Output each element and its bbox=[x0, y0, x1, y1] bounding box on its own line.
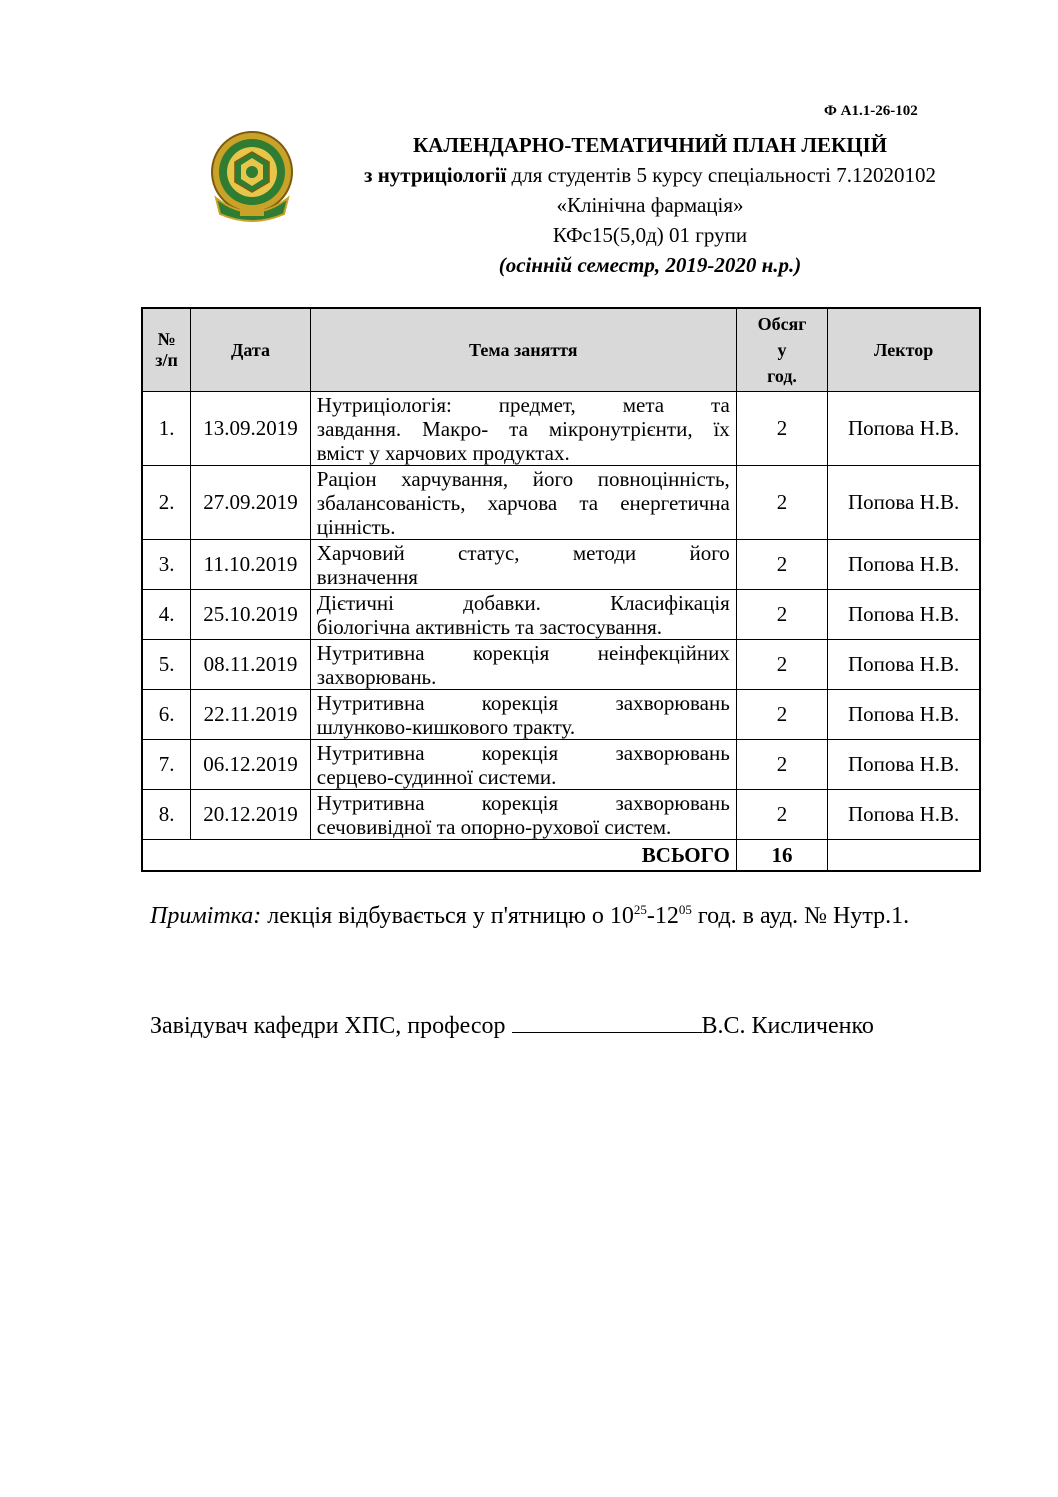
signature-position: Завідувач кафедри ХПС, професор bbox=[150, 1013, 512, 1039]
table-row bbox=[142, 466, 980, 540]
row-date: 25.10.2019 bbox=[191, 590, 311, 640]
row-lector: Попова Н.В. bbox=[828, 640, 980, 690]
form-code: Ф А1.1-26-102 bbox=[824, 103, 918, 119]
table-total-row bbox=[142, 840, 980, 872]
note-text-2: -12 bbox=[646, 903, 679, 929]
topic-line: Раціон харчування, його повноцінність, bbox=[316, 466, 730, 491]
row-num: 6. bbox=[142, 690, 191, 740]
row-lector: Попова Н.В. bbox=[828, 466, 980, 540]
topic-line: захворювань. bbox=[316, 664, 437, 689]
topic-line: Нутритивна корекція захворювань bbox=[316, 740, 730, 765]
semester-line: (осінній семестр, 2019-2020 н.р.) bbox=[498, 253, 802, 277]
row-num: 5. bbox=[142, 640, 191, 690]
row-date: 20.12.2019 bbox=[191, 790, 311, 840]
total-hours: 16 bbox=[736, 840, 827, 872]
row-hours: 2 bbox=[736, 392, 827, 466]
row-topic bbox=[310, 392, 736, 466]
row-lector: Попова Н.В. bbox=[828, 740, 980, 790]
subject-line bbox=[330, 160, 970, 190]
row-num: 1. bbox=[142, 392, 191, 466]
row-lector: Попова Н.В. bbox=[828, 790, 980, 840]
signature-block bbox=[150, 1010, 874, 1040]
row-topic bbox=[310, 590, 736, 640]
topic-line: Дієтичні добавки. Класифікація bbox=[316, 590, 730, 615]
row-hours: 2 bbox=[736, 466, 827, 540]
note-text-3: год. в ауд. № Нутр.1. bbox=[691, 903, 910, 929]
university-emblem-icon bbox=[206, 128, 298, 224]
specialty-line: «Клінічна фармація» bbox=[556, 193, 744, 217]
row-topic bbox=[310, 540, 736, 590]
total-label: ВСЬОГО bbox=[142, 840, 736, 872]
topic-line: визначення bbox=[316, 564, 418, 589]
topic-line: серцево-судинної системи. bbox=[316, 764, 557, 789]
signature-name: В.С. Кисличенко bbox=[701, 1013, 874, 1039]
row-topic bbox=[310, 790, 736, 840]
table-row bbox=[142, 590, 980, 640]
row-date: 27.09.2019 bbox=[191, 466, 311, 540]
row-num: 7. bbox=[142, 740, 191, 790]
topic-line: завдання. Макро- та мікронутрієнти, їх bbox=[316, 416, 730, 441]
topic-line: збалансованість, харчова та енергетична bbox=[316, 490, 730, 515]
signature-line bbox=[512, 1010, 702, 1033]
topic-line: Харчовий статус, методи його bbox=[316, 540, 730, 565]
row-date: 11.10.2019 bbox=[191, 540, 311, 590]
row-date: 08.11.2019 bbox=[191, 640, 311, 690]
row-topic bbox=[310, 740, 736, 790]
row-lector: Попова Н.В. bbox=[828, 690, 980, 740]
table-row bbox=[142, 790, 980, 840]
topic-line: шлунково-кишкового тракту. bbox=[316, 714, 576, 739]
row-date: 06.12.2019 bbox=[191, 740, 311, 790]
row-num: 2. bbox=[142, 466, 191, 540]
row-topic bbox=[310, 466, 736, 540]
table-row bbox=[142, 740, 980, 790]
note-time-start-minutes: 25 bbox=[633, 902, 647, 917]
row-lector: Попова Н.В. bbox=[828, 590, 980, 640]
document-header bbox=[330, 130, 970, 280]
row-hours: 2 bbox=[736, 590, 827, 640]
row-topic bbox=[310, 640, 736, 690]
note-label: Примітка: bbox=[150, 903, 262, 929]
topic-line: біологічна активність та застосування. bbox=[316, 614, 663, 639]
topic-line: вміст у харчових продуктах. bbox=[316, 440, 570, 465]
group-line: КФс15(5,0д) 01 групи bbox=[552, 223, 748, 247]
subject-rest: для студентів 5 курсу спеціальності 7.12020102 bbox=[506, 163, 936, 187]
row-topic bbox=[310, 690, 736, 740]
note-text: лекція відбувається у п'ятницю о 10 bbox=[261, 903, 634, 929]
row-hours: 2 bbox=[736, 690, 827, 740]
row-lector: Попова Н.В. bbox=[828, 392, 980, 466]
header-lector: Лектор bbox=[828, 308, 980, 392]
header-num: № з/п bbox=[142, 308, 191, 392]
row-date: 22.11.2019 bbox=[191, 690, 311, 740]
note-time-end-minutes: 05 bbox=[678, 902, 692, 917]
topic-line: Нутриціологія: предмет, мета та bbox=[316, 392, 730, 417]
row-num: 3. bbox=[142, 540, 191, 590]
header-hours: Обсяг у год. bbox=[736, 308, 827, 392]
row-hours: 2 bbox=[736, 640, 827, 690]
lecture-plan-table bbox=[141, 307, 981, 872]
table-row bbox=[142, 690, 980, 740]
row-hours: 2 bbox=[736, 790, 827, 840]
total-empty-cell bbox=[828, 840, 980, 872]
row-hours: 2 bbox=[736, 740, 827, 790]
document-title: КАЛЕНДАРНО-ТЕМАТИЧНИЙ ПЛАН ЛЕКЦІЙ bbox=[412, 133, 888, 157]
header-date: Дата bbox=[191, 308, 311, 392]
topic-line: цінність. bbox=[316, 514, 396, 539]
topic-line: Нутритивна корекція неінфекційних bbox=[316, 640, 730, 665]
topic-line: сечовивідної та опорно-рухової систем. bbox=[316, 814, 672, 839]
table-row bbox=[142, 540, 980, 590]
note bbox=[150, 902, 909, 930]
subject-name: з нутриціології bbox=[364, 163, 507, 187]
table-row bbox=[142, 392, 980, 466]
row-num: 8. bbox=[142, 790, 191, 840]
topic-line: Нутритивна корекція захворювань bbox=[316, 690, 730, 715]
row-date: 13.09.2019 bbox=[191, 392, 311, 466]
row-hours: 2 bbox=[736, 540, 827, 590]
row-num: 4. bbox=[142, 590, 191, 640]
table-row bbox=[142, 640, 980, 690]
header-topic: Тема заняття bbox=[310, 308, 736, 392]
topic-line: Нутритивна корекція захворювань bbox=[316, 790, 730, 815]
row-lector: Попова Н.В. bbox=[828, 540, 980, 590]
table-header-row bbox=[142, 308, 980, 392]
